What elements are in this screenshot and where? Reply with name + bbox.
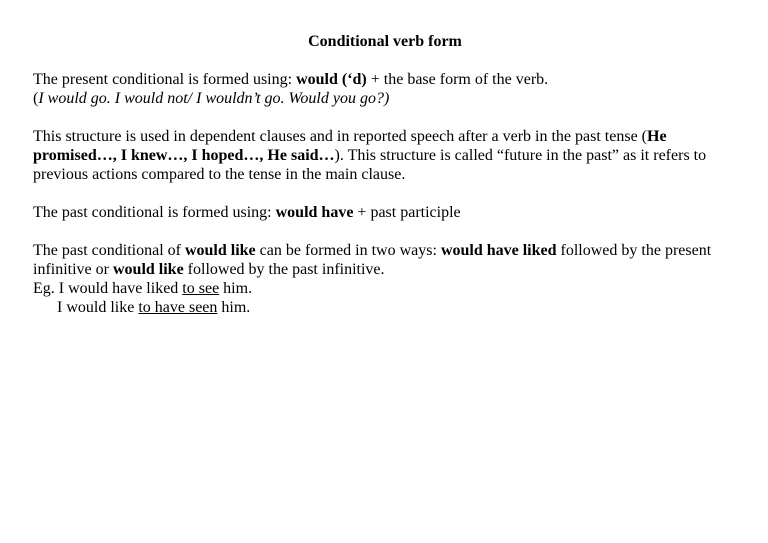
would-like-b3: would like [112,261,184,278]
past-intro: The past conditional is formed using: [33,204,276,221]
example-line-1 [33,279,737,298]
past-form: would have [275,204,354,221]
example-2-underlined: to have seen [138,299,218,316]
example-2-end: him. [217,299,251,316]
usage-text-start: This structure is used in dependent clauses and in reported speech after a verb in the past tense ( [33,128,648,145]
present-form-rest: + the base form of the verb. [366,71,549,88]
usage-text-end: ). This structure is called “future in the past” as it refers to previous actions compared to the tense in the main clause. [33,147,707,183]
would-like-b2: would have liked [440,242,557,259]
present-intro: The present conditional is formed using: [33,71,297,88]
example-line-2 [33,298,737,317]
example-2-start: I would like [57,299,139,316]
past-conditional-paragraph [33,203,737,222]
example-1-end: him. [219,280,253,297]
example-1-underlined: to see [182,280,220,297]
would-like-t1: The past conditional of [33,242,185,259]
example-1-start: Eg. I would have liked [33,280,183,297]
past-form-rest: + past participle [353,204,461,221]
present-form: would (‘d) [296,71,367,88]
would-like-t3: followed by the present infinitive or [33,242,712,278]
present-example-open: ( [33,90,39,107]
present-conditional-paragraph [33,70,737,108]
document-page [33,32,737,317]
usage-paragraph [33,127,737,184]
would-like-t2: can be formed in two ways: [255,242,441,259]
page-title: Conditional verb form [308,33,462,50]
present-examples: I would go. I would not/ I wouldn’t go. Would you go?) [38,90,390,107]
would-like-b1: would like [184,242,256,259]
would-like-paragraph [33,241,737,279]
usage-examples: He promised…, I knew…, I hoped…, He said… [33,128,667,164]
would-like-t4: followed by the past infinitive. [183,261,385,278]
